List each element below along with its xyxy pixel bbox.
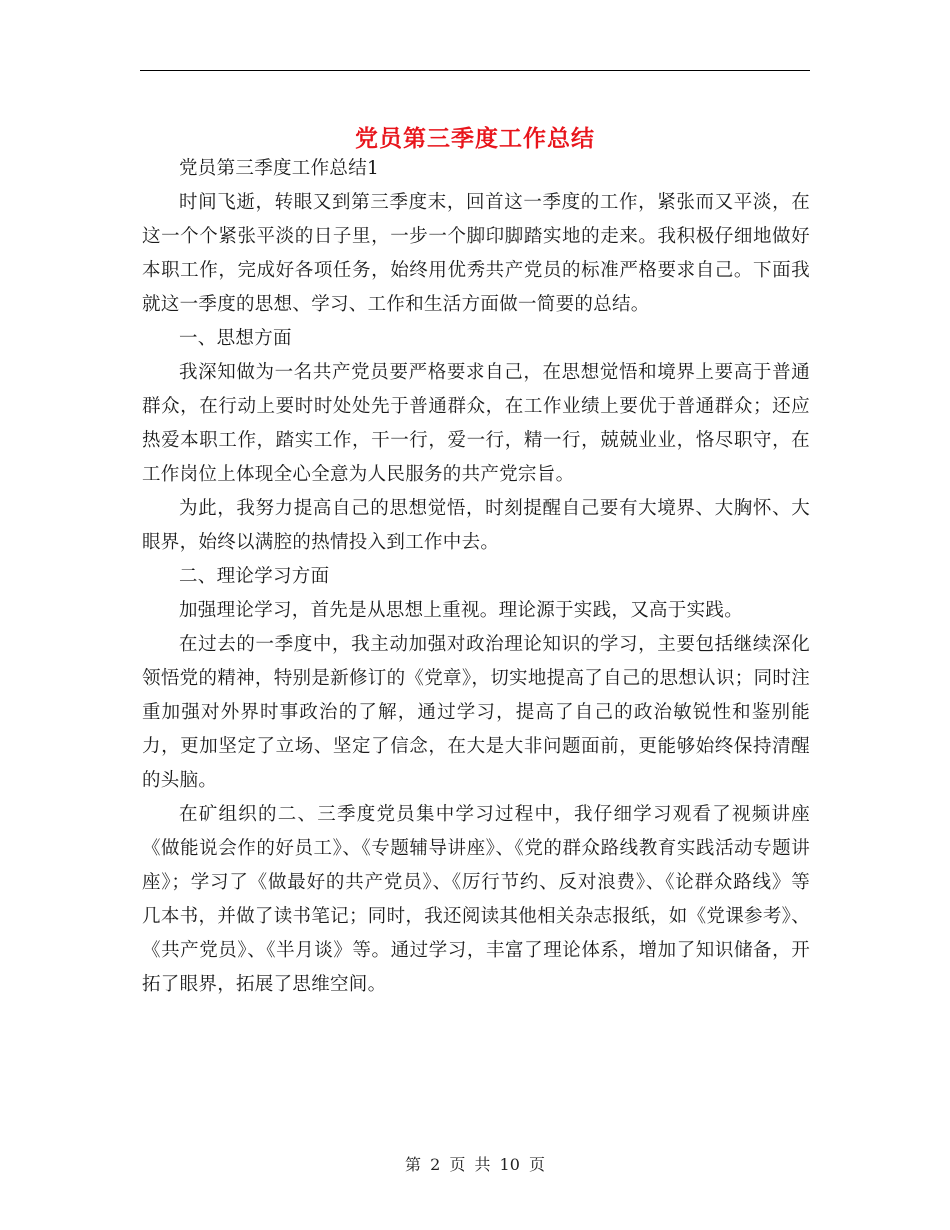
page-number: 第 2 页 共 10 页	[405, 1155, 545, 1174]
paragraph-thought-effort: 为此，我努力提高自己的思想觉悟，时刻提醒自己要有大境界、大胸怀、大眼界，始终以满腔的热情投入到工作中去。	[142, 498, 810, 553]
paragraph-heading-theory: 二、理论学习方面	[179, 566, 330, 587]
header-rule	[140, 70, 810, 71]
paragraph-theory-reading: 在矿组织的二、三季度党员集中学习过程中，我仔细学习观看了视频讲座《做能说会作的好员工》、《专题辅导讲座》、《党的群众路线教育实践活动专题讲座》；学习了《做最好的共产党员》、《厉行节约、反对浪费》、《论群众路线》等几本书，并做了读书笔记；同时，我还阅读其他相关杂志报纸，如《党课参考》、《共产党员》、《半月谈》等。通过学习，丰富了理论体系，增加了知识储备，开拓了眼界，拓展了思维空间。	[142, 804, 810, 995]
paragraph-heading-thought: 一、思想方面	[179, 328, 292, 349]
paragraph-intro: 时间飞逝，转眼又到第三季度末，回首这一季度的工作，紧张而又平淡，在这一个个紧张平淡的日子里，一步一个脚印脚踏实地的走来。我积极仔细地做好本职工作，完成好各项任务，始终用优秀共产党员的标准严格要求自己。下面我就这一季度的思想、学习、工作和生活方面做一简要的总结。	[142, 192, 810, 315]
paragraph-theory-study: 在过去的一季度中，我主动加强对政治理论知识的学习，主要包括继续深化领悟党的精神，特别是新修订的《党章》，切实地提高了自己的思想认识；同时注重加强对外界时事政治的了解，通过学习，提高了自己的政治敏锐性和鉴别能力，更加坚定了立场、坚定了信念，在大是大非问题面前，更能够始终保持清醒的头脑。	[142, 634, 810, 791]
document-title: 党员第三季度工作总结	[355, 125, 595, 153]
document-body	[142, 152, 810, 1002]
paragraph-section-heading: 党员第三季度工作总结1	[179, 158, 380, 179]
paragraph-theory-intro: 加强理论学习，首先是从思想上重视。理论源于实践，又高于实践。	[179, 600, 744, 621]
paragraph-thought-body: 我深知做为一名共产党员要严格要求自己，在思想觉悟和境界上要高于普通群众，在行动上要时时处处先于普通群众，在工作业绩上要优于普通群众；还应热爱本职工作，踏实工作，干一行，爱一行，精一行，兢兢业业，恪尽职守，在工作岗位上体现全心全意为人民服务的共产党宗旨。	[142, 362, 810, 485]
